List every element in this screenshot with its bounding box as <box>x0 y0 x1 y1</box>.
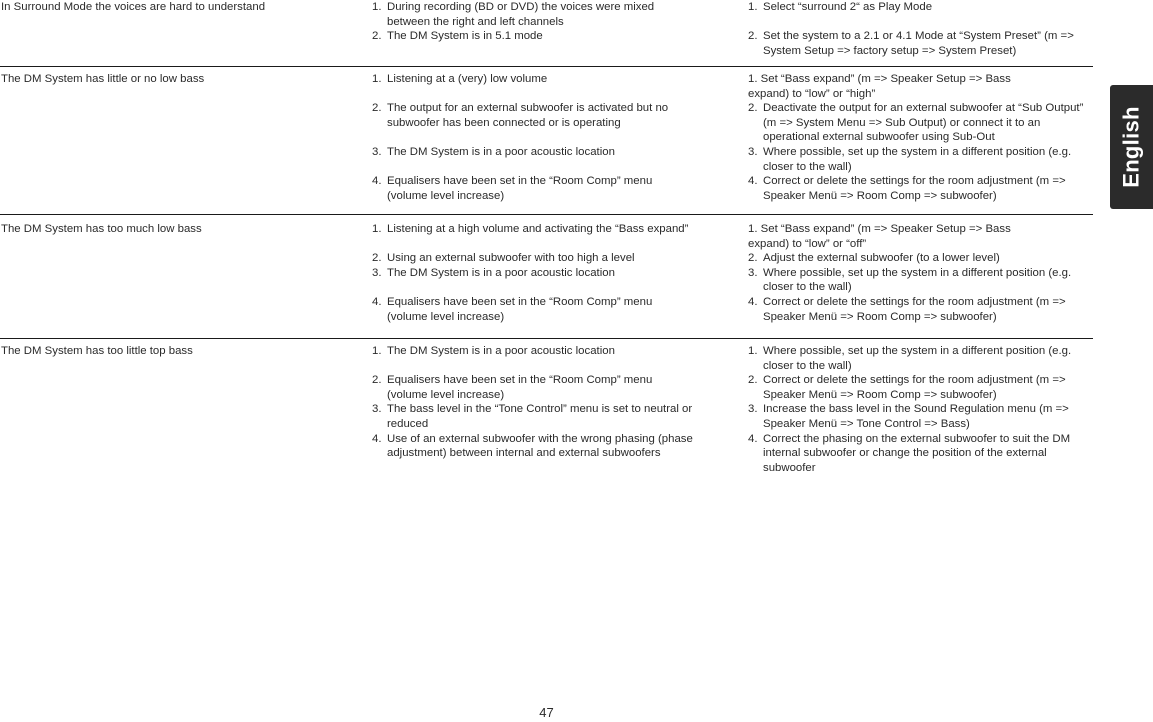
remedy-item: 2. Deactivate the output for an external subwoofer at “Sub Output” (m => System Menu => Sub Output) or connect it to an operational external subwoofer using Sub-Out <box>748 102 1084 144</box>
cause-item: 2. Using an external subwoofer with too high a level <box>372 252 635 265</box>
cause-item: 1. Listening at a (very) low volume <box>372 73 548 85</box>
remedy-item: 2. Correct or delete the settings for the room adjustment (m => Speaker Menü => Room Comp => subwoofer) <box>748 374 1066 401</box>
problem-cell: The DM System has too much low bass <box>1 223 202 235</box>
cause-item: 1. During recording (BD or DVD) the voices were mixed between the right and left channels <box>372 1 655 28</box>
cause-item: 4. Equalisers have been set in the “Room Comp” menu (volume level increase) <box>372 295 653 323</box>
cause-item: 3. The bass level in the “Tone Control” menu is set to neutral or reduced <box>372 403 693 430</box>
remedy-item: 1. Select “surround 2“ as Play Mode <box>748 1 933 13</box>
remedies-cell <box>748 72 1093 203</box>
cause-item: 2. The output for an external subwoofer is activated but no subwoofer has been connected or is operating <box>372 102 669 129</box>
remedy-item: 2. Set the system to a 2.1 or 4.1 Mode at “System Preset” (m => System Setup => factory setup => System Preset) <box>748 30 1074 57</box>
remedies-cell <box>748 222 1093 324</box>
causes-cell <box>372 344 727 461</box>
cause-item: 1. Listening at a high volume and activating the “Bass expand” <box>372 223 689 235</box>
language-tab-label: English <box>1118 106 1144 188</box>
page-number: 47 <box>539 705 554 720</box>
remedy-item: 3. Where possible, set up the system in a different position (e.g. closer to the wall) <box>748 266 1072 294</box>
table-row <box>0 0 1093 67</box>
remedy-item: 3. Increase the bass level in the Sound Regulation menu (m => Speaker Menü => Tone Control => Bass) <box>748 403 1069 430</box>
remedy-item: 4. Correct the phasing on the external subwoofer to suit the DM internal subwoofer or change the position of the external subwoofer <box>748 432 1071 474</box>
cause-item: 2. Equalisers have been set in the “Room Comp” menu (volume level increase) <box>372 374 653 401</box>
remedy-item: 3. Where possible, set up the system in a different position (e.g. closer to the wall) <box>748 145 1072 173</box>
cause-item: 4. Use of an external subwoofer with the wrong phasing (phase adjustment) between internal and external subwoofers <box>372 432 693 460</box>
causes-cell <box>372 0 727 44</box>
remedies-cell <box>748 0 1093 58</box>
remedies-cell <box>748 344 1093 475</box>
cause-item: 4. Equalisers have been set in the “Room Comp” menu (volume level increase) <box>372 175 653 202</box>
cause-item: 2. The DM System is in 5.1 mode <box>372 30 543 43</box>
problem-cell: The DM System has too little top bass <box>1 345 193 357</box>
problem-cell: In Surround Mode the voices are hard to understand <box>1 1 266 13</box>
remedy-item: 4. Correct or delete the settings for the room adjustment (m => Speaker Menü => Room Comp => subwoofer) <box>748 175 1066 202</box>
table-row <box>0 222 1093 339</box>
causes-cell <box>372 222 727 324</box>
language-tab <box>1110 85 1153 209</box>
remedy-item: 2. Adjust the external subwoofer (to a lower level) <box>748 252 1000 265</box>
causes-cell <box>372 72 727 203</box>
remedy-item: 1. Where possible, set up the system in a different position (e.g. closer to the wall) <box>748 345 1072 372</box>
problem-cell: The DM System has little or no low bass <box>1 73 205 85</box>
remedy-item: 4. Correct or delete the settings for the room adjustment (m => Speaker Menü => Room Comp => subwoofer) <box>748 295 1066 323</box>
table-row <box>0 72 1093 215</box>
remedy-item: 1. Set “Bass expand” (m => Speaker Setup => Bass expand) to “low” or “off” <box>748 223 1011 250</box>
cause-item: 3. The DM System is in a poor acoustic location <box>372 266 615 279</box>
remedy-item: 1. Set “Bass expand” (m => Speaker Setup => Bass expand) to “low” or “high” <box>748 73 1011 100</box>
cause-item: 3. The DM System is in a poor acoustic location <box>372 145 615 158</box>
cause-item: 1. The DM System is in a poor acoustic location <box>372 345 615 357</box>
table-row <box>0 344 1093 484</box>
